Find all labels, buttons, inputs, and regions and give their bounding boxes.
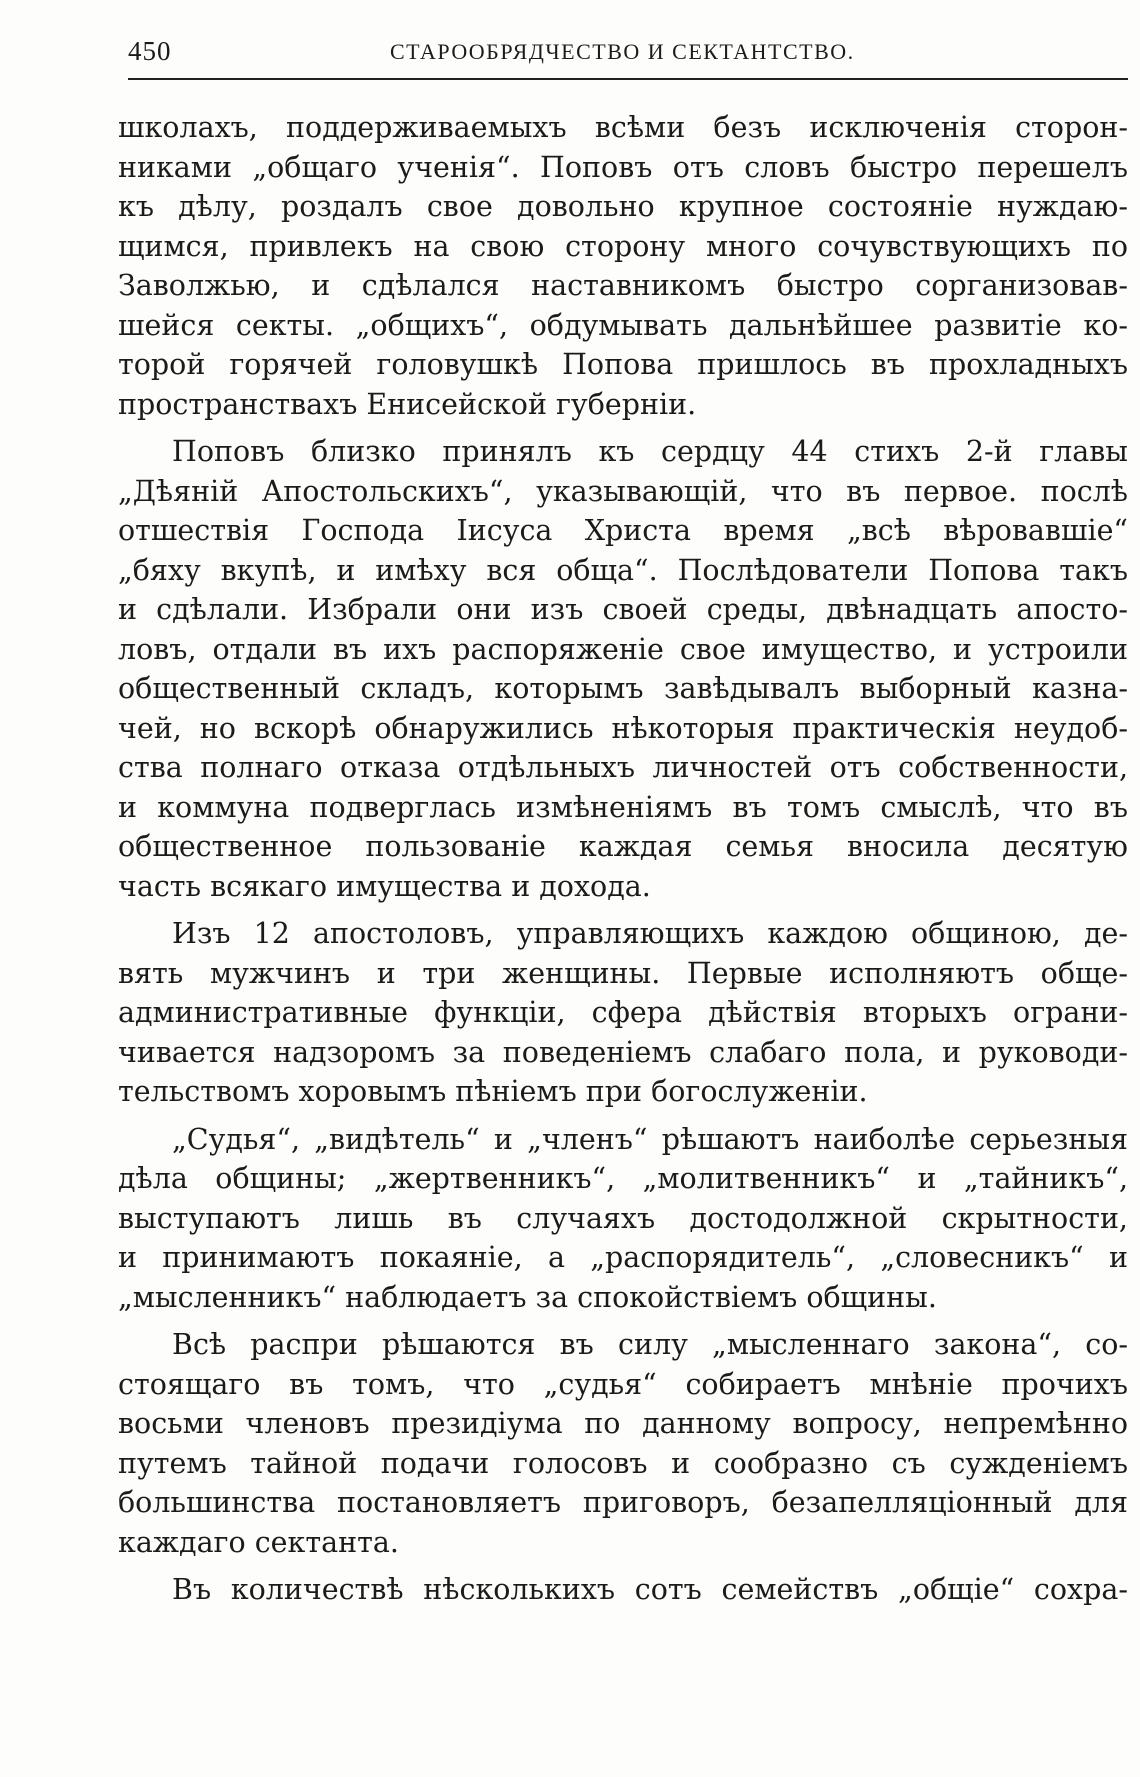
text-line: восьми членовъ президіума по данному вопросу, непремѣнно: [118, 1407, 1128, 1440]
paragraph: [118, 1570, 1128, 1610]
header-rule: [128, 78, 1128, 80]
text-line: Изъ 12 апостоловъ, управляющихъ каждою общиною, де-: [172, 917, 1128, 950]
text-line: „бяху вкупѣ, и имѣху вся обща“. Послѣдователи Попова такъ: [118, 553, 1128, 587]
text-line: ства полнаго отказа отдѣльныхъ личностей отъ собственности,: [118, 751, 1128, 784]
text-line: ловъ, отдали въ ихъ распоряженіе свое имущество, и устроили: [118, 632, 1128, 666]
text-line: къ дѣлу, роздалъ свое довольно крупное состояніе нуждаю-: [118, 190, 1128, 223]
text-line: Всѣ распри рѣшаются въ силу „мысленнаго закона“, со-: [172, 1328, 1128, 1361]
page-number: 450: [128, 36, 172, 66]
text-line: административные функціи, сфера дѣйствія вторыхъ ограни-: [118, 996, 1128, 1029]
text-line: дѣла общины; „жертвенникъ“, „молитвенникъ“ и „тайникъ“,: [118, 1162, 1128, 1195]
text-line: стоящаго въ томъ, что „судья“ собираетъ мнѣніе прочихъ: [118, 1367, 1128, 1401]
paragraph: [118, 1325, 1128, 1562]
text-line: Въ количествѣ нѣсколькихъ сотъ семействъ „общіе“ сохра-: [172, 1573, 1128, 1606]
text-line: „Судья“, „видѣтель“ и „членъ“ рѣшаютъ наиболѣе серьезныя: [172, 1122, 1128, 1156]
text-line: школахъ, поддерживаемыхъ всѣми безъ исключенія сторон-: [118, 111, 1128, 144]
text-line: общественное пользованіе каждая семья вносила десятую: [118, 830, 1128, 863]
text-line: „Дѣяній Апостольскихъ“, указывающій, что въ первое. послѣ: [118, 474, 1128, 508]
text-line: никами „общаго ученія“. Поповъ отъ словъ быстро перешелъ: [118, 150, 1128, 184]
text-line: тельствомъ хоровымъ пѣніемъ при богослуженіи.: [118, 1075, 868, 1108]
text-line: и принимаютъ покаяніе, а „распорядитель“, „словесникъ“ и: [118, 1241, 1128, 1274]
text-line: общественный складъ, которымъ завѣдывалъ выборный казна-: [118, 672, 1128, 705]
text-line: и коммуна подверглась измѣненіямъ въ томъ смыслѣ, что въ: [118, 790, 1128, 824]
paragraph: [118, 1120, 1128, 1318]
text-line: торой горячей головушкѣ Попова пришлось въ прохладныхъ: [118, 348, 1128, 381]
paragraph: [118, 432, 1128, 906]
text-line: „мысленникъ“ наблюдаетъ за спокойствіемъ общины.: [118, 1280, 937, 1314]
running-title: СТАРООБРЯДЧЕСТВО И СЕКТАНТСТВО.: [390, 39, 855, 64]
text-line: путемъ тайной подачи голосовъ и сообразно съ сужденіемъ: [118, 1446, 1128, 1480]
page-header: [128, 28, 1128, 68]
text-line: вять мужчинъ и три женщины. Первые исполняютъ обще-: [118, 956, 1128, 990]
paragraph: [118, 914, 1128, 1112]
text-line: Поповъ близко принялъ къ сердцу 44 стихъ 2-й главы: [172, 435, 1128, 468]
text-line: шейся секты. „общихъ“, обдумывать дальнѣйшее развитіе ко-: [118, 308, 1128, 342]
body-text: [118, 108, 1128, 1610]
text-line: большинства постановляетъ приговоръ, безапелляціонный для: [118, 1486, 1128, 1519]
text-line: каждаго сектанта.: [118, 1525, 399, 1559]
paragraph: [118, 108, 1128, 424]
text-line: и сдѣлали. Избрали они изъ своей среды, двѣнадцать апосто-: [118, 593, 1128, 626]
text-line: отшествія Господа Іисуса Христа время „всѣ вѣровавшіе“: [118, 514, 1128, 547]
text-line: чей, но вскорѣ обнаружились нѣкоторыя практическія неудоб-: [118, 711, 1128, 745]
text-line: чивается надзоромъ за поведеніемъ слабаго пола, и руководи-: [118, 1035, 1128, 1069]
text-line: выступаютъ лишь въ случаяхъ достодолжной скрытности,: [118, 1201, 1128, 1235]
text-line: щимся, привлекъ на свою сторону много сочувствующихъ по: [118, 229, 1128, 263]
text-line: Заволжью, и сдѣлался наставникомъ быстро сорганизовав-: [118, 269, 1128, 302]
text-line: часть всякаго имущества и дохода.: [118, 869, 651, 903]
text-line: пространствахъ Енисейской губерніи.: [118, 387, 697, 421]
